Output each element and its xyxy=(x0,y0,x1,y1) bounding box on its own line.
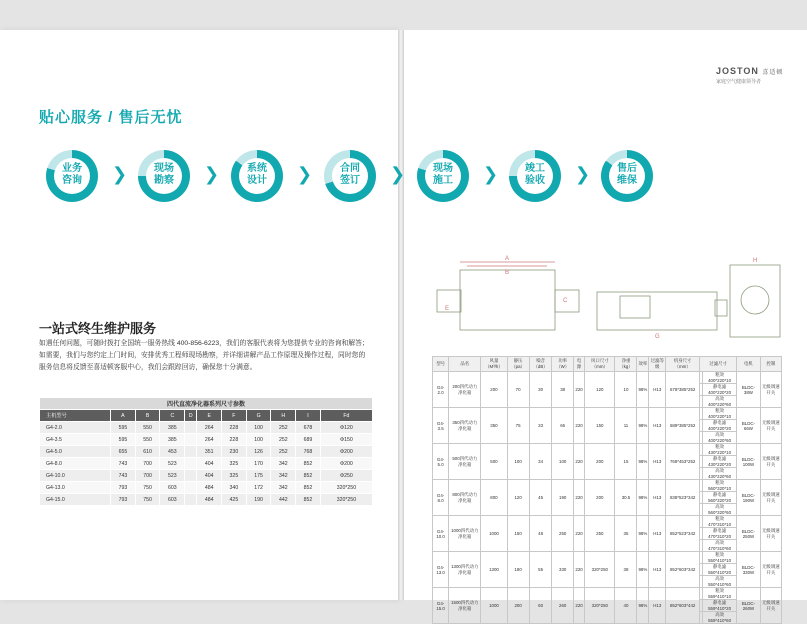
size-table-cell: 603 xyxy=(160,482,185,494)
step-label xyxy=(46,163,98,187)
spec-filter-size: 粗效560*320*10 xyxy=(702,480,736,492)
size-table-cell: 325 xyxy=(222,470,247,482)
spec-table-cell: 98% xyxy=(637,372,649,408)
spec-table-cell: 220 xyxy=(573,444,584,480)
size-table-cell: 230 xyxy=(222,446,247,458)
size-table-cell: 100 xyxy=(246,422,271,434)
spec-table-row xyxy=(433,480,782,492)
spec-table-cell: 150 xyxy=(585,408,615,444)
spec-table-cell: BLDC-190W xyxy=(737,480,760,516)
size-table-cell: 351 xyxy=(197,446,222,458)
unit-drawings xyxy=(425,250,785,342)
spec-filter-size: 高效400*220*60 xyxy=(702,432,736,444)
size-table-cell: 852 xyxy=(296,458,321,470)
step-label-line2: 咨询 xyxy=(62,175,82,186)
step-label-line1: 现场 xyxy=(433,163,453,174)
spec-table-header-cell: 电源 xyxy=(573,357,584,372)
size-table-cell: 340 xyxy=(222,482,247,494)
size-table-cell: G4-3.5 xyxy=(40,434,111,446)
dim-label-b: B xyxy=(505,270,510,276)
maintenance-paragraph: 如遇任何问题，可随时拨打全国统一服务热线 400-856-6223，我们的客服代表将为您提供专业的咨询和解答；如需要，我们与您约定上门时间，安排优秀工程师现场勘察，并详细讲解产品工作原理及操作过程，同时您的服务信息将反馈至喜适顿客服中心，我们会跟踪回访，确保您十分满意。 xyxy=(39,340,369,371)
spec-filter-size: 粗效400*220*10 xyxy=(702,372,736,384)
spec-table-cell: G4-15.0 xyxy=(433,588,449,624)
size-table-cell: 252 xyxy=(271,434,296,446)
spec-table-cell: 98% xyxy=(637,552,649,588)
step-label xyxy=(417,163,469,187)
spec-table-cell: 30.5 xyxy=(615,480,637,516)
spec-table-cell: 100 xyxy=(552,444,573,480)
size-table-cell: 550 xyxy=(135,422,160,434)
spec-table-cell: 320*250 xyxy=(585,552,615,588)
size-table-cell: 595 xyxy=(111,434,136,446)
size-table-cell: 264 xyxy=(197,422,222,434)
size-table-cell: 655 xyxy=(111,446,136,458)
service-step xyxy=(46,150,98,202)
step-label-line2: 勘察 xyxy=(154,175,174,186)
spec-table-cell: 33 xyxy=(529,408,552,444)
spec-table-cell: H13 xyxy=(649,372,666,408)
size-table-cell: 404 xyxy=(197,470,222,482)
spec-table-cell: 无级调速开关 xyxy=(760,372,781,408)
spec-table-cell: 678*385*252 xyxy=(666,372,700,408)
spec-table-cell: 1300 xyxy=(481,552,507,588)
spec-table-header-cell: 功率（W） xyxy=(552,357,573,372)
spec-table-row xyxy=(433,408,782,420)
spec-table-cell: 500四代动力净化箱 xyxy=(449,444,481,480)
size-table-cell: 425 xyxy=(222,494,247,506)
spec-table-cell: H13 xyxy=(649,516,666,552)
size-table-cell: G4-10.0 xyxy=(40,470,111,482)
spec-table-cell: 220 xyxy=(573,372,584,408)
size-table-header-cell: C xyxy=(160,410,185,422)
spec-table-cell: 180 xyxy=(507,552,529,588)
spec-table-cell: 220 xyxy=(573,480,584,516)
spec-filter-size: 静电滤400*220*20 xyxy=(702,384,736,396)
size-table-cell: 228 xyxy=(222,434,247,446)
step-label-line2: 签订 xyxy=(340,175,360,186)
step-label-line1: 系统 xyxy=(247,163,267,174)
spec-filter-size: 静电滤560*320*20 xyxy=(702,492,736,504)
size-table-header-cell: E xyxy=(197,410,222,422)
size-table-cell xyxy=(185,458,197,470)
spec-table-cell: 1000 xyxy=(481,588,507,624)
size-table-cell: 342 xyxy=(271,458,296,470)
spec-table-cell: 98% xyxy=(637,516,649,552)
spec-table-cell: 55 xyxy=(529,552,552,588)
spec-table-cell: 48 xyxy=(529,516,552,552)
size-table-cell: 342 xyxy=(271,470,296,482)
spec-table-cell: 200 xyxy=(507,588,529,624)
size-table-row xyxy=(40,446,373,458)
spec-filter-size: 静电滤400*220*20 xyxy=(702,420,736,432)
spec-filter-size: 粗效559*410*10 xyxy=(702,588,736,600)
spec-table-cell: 98% xyxy=(637,588,649,624)
chevron-right-icon: ❯ xyxy=(297,164,313,185)
spec-table-cell: 100 xyxy=(507,444,529,480)
spec-table-cell: 852*523*342 xyxy=(666,516,700,552)
step-label xyxy=(231,163,283,187)
spec-filter-size: 静电滤470*310*20 xyxy=(702,528,736,540)
service-title: 贴心服务 / 售后无忧 xyxy=(39,109,183,126)
spec-table-row xyxy=(433,552,782,564)
size-table-cell: 385 xyxy=(160,434,185,446)
size-table-cell: 743 xyxy=(111,470,136,482)
spec-table-cell: 98% xyxy=(637,480,649,516)
end-view-port xyxy=(741,286,769,314)
size-table-cell xyxy=(185,434,197,446)
size-table-cell: 595 xyxy=(111,422,136,434)
spec-table-cell: 无级调速开关 xyxy=(760,588,781,624)
spec-table-header-cell: 品名 xyxy=(449,357,481,372)
spec-table-header-cell: 静压（pa） xyxy=(507,357,529,372)
spec-table-cell: 无级调速开关 xyxy=(760,444,781,480)
size-table-cell: 550 xyxy=(135,434,160,446)
spec-table-cell: 260 xyxy=(552,588,573,624)
spec-table-cell: H13 xyxy=(649,552,666,588)
dim-label-a: A xyxy=(505,256,510,262)
spec-table-cell: BLDC-38W xyxy=(737,372,760,408)
size-table-cell: 743 xyxy=(111,458,136,470)
service-step xyxy=(601,150,653,202)
spec-table-cell: 38 xyxy=(552,372,573,408)
size-table-row xyxy=(40,482,373,494)
step-label xyxy=(509,163,561,187)
spec-table-row xyxy=(433,516,782,528)
size-table-header-cell: I xyxy=(296,410,321,422)
spec-table-header-cell: 风口尺寸（mm） xyxy=(585,357,615,372)
dim-label-e: E xyxy=(445,306,450,312)
size-table-header xyxy=(40,410,373,422)
spec-table-header-cell: 净重（kg） xyxy=(615,357,637,372)
spec-table-cell: 200 xyxy=(585,480,615,516)
size-table-cell: 852 xyxy=(296,470,321,482)
dim-label-g: G xyxy=(655,334,660,340)
spec-table-cell: 220 xyxy=(573,516,584,552)
service-step xyxy=(231,150,283,202)
size-table-cell xyxy=(185,494,197,506)
spec-table-row xyxy=(433,588,782,600)
size-table-cell: 750 xyxy=(135,494,160,506)
spec-table-cell: 838*523*342 xyxy=(666,480,700,516)
spec-table-cell: 1500四代动力净化箱 xyxy=(449,588,481,624)
spec-table-cell: 30 xyxy=(529,372,552,408)
brand-tagline: 家庭空气健康领导者 xyxy=(716,79,762,85)
size-table-cell: Φ200 xyxy=(320,446,372,458)
size-table-header-cell: H xyxy=(271,410,296,422)
spec-table-cell: 11 xyxy=(615,408,637,444)
dim-label-c: C xyxy=(563,298,568,304)
step-label-line1: 现场 xyxy=(154,163,174,174)
size-table-cell xyxy=(185,446,197,458)
size-table-cell: G4-5.0 xyxy=(40,446,111,458)
size-table-cell: 700 xyxy=(135,458,160,470)
spec-table-cell: 800四代动力净化箱 xyxy=(449,480,481,516)
spec-table-cell: 200四代动力净化箱 xyxy=(449,372,481,408)
spec-table-cell: 98% xyxy=(637,444,649,480)
maintenance-title: 一站式终生维护服务 xyxy=(39,321,157,336)
size-table-cell: 228 xyxy=(222,422,247,434)
size-table-cell: Φ250 xyxy=(320,470,372,482)
spec-table-cell: BLDC-66W xyxy=(737,408,760,444)
size-table-cell: 170 xyxy=(246,458,271,470)
spec-table-cell: 38 xyxy=(615,552,637,588)
spec-table-header-cell: 机身尺寸（mm） xyxy=(666,357,700,372)
size-table xyxy=(39,397,373,506)
size-table-header-cell: Fd xyxy=(320,410,372,422)
spec-table-cell: 75 xyxy=(507,408,529,444)
size-table-cell: Φ120 xyxy=(320,422,372,434)
spec-table-cell: 220 xyxy=(573,552,584,588)
size-table-cell: 453 xyxy=(160,446,185,458)
spec-table-header-cell: 风量（M³/h） xyxy=(481,357,507,372)
spec-table-cell: 98% xyxy=(637,408,649,444)
spec-table-cell: 无级调速开关 xyxy=(760,408,781,444)
spec-filter-size: 粗效470*310*10 xyxy=(702,516,736,528)
spec-table-header xyxy=(433,357,782,372)
size-table-cell: 852 xyxy=(296,494,321,506)
size-table-cell: 100 xyxy=(246,434,271,446)
brand-logo xyxy=(716,66,783,76)
service-step xyxy=(509,150,561,202)
step-label-line1: 业务 xyxy=(62,163,82,174)
size-table-cell: 385 xyxy=(160,422,185,434)
spec-table-cell: H13 xyxy=(649,588,666,624)
size-table-cell: 689 xyxy=(296,434,321,446)
spec-table-cell: 190 xyxy=(552,480,573,516)
size-table-cell xyxy=(185,470,197,482)
step-label-line1: 售后 xyxy=(617,163,637,174)
spec-table-cell: G4-5.0 xyxy=(433,444,449,480)
top-view-body xyxy=(460,270,555,330)
spec-filter-size: 高效470*310*60 xyxy=(702,540,736,552)
spec-table-cell: 120 xyxy=(507,480,529,516)
spec-table-cell: 250 xyxy=(552,516,573,552)
spec-table-header-cell: 型号 xyxy=(433,357,449,372)
size-table-cell: 252 xyxy=(271,422,296,434)
spec-filter-size: 静电滤550*410*20 xyxy=(702,564,736,576)
spec-table-cell: 500 xyxy=(481,444,507,480)
size-table-cell: 442 xyxy=(271,494,296,506)
size-table-cell: G4-8.0 xyxy=(40,458,111,470)
size-table-cell: 852 xyxy=(296,482,321,494)
spec-table-cell: 40 xyxy=(615,588,637,624)
spec-table-cell: 10 xyxy=(615,372,637,408)
spec-table-cell: G4-10.0 xyxy=(433,516,449,552)
size-table-header-cell: F xyxy=(222,410,247,422)
service-step xyxy=(138,150,190,202)
spec-table-cell: BLDC-250W xyxy=(737,516,760,552)
spec-table xyxy=(432,356,782,624)
spec-filter-size: 高效560*320*60 xyxy=(702,504,736,516)
size-table-cell: 484 xyxy=(197,494,222,506)
spec-table-cell: G4-13.0 xyxy=(433,552,449,588)
spec-filter-size: 高效550*410*60 xyxy=(702,576,736,588)
spec-table-cell: BLDC-100W xyxy=(737,444,760,480)
dim-label-h: H xyxy=(753,258,758,264)
spec-table-cell: 852*603*442 xyxy=(666,588,700,624)
spec-table-cell: 35 xyxy=(615,516,637,552)
chevron-right-icon: ❯ xyxy=(112,164,128,185)
step-label-line2: 验收 xyxy=(525,175,545,186)
spec-table-cell: 200 xyxy=(481,372,507,408)
spec-table-cell: 200 xyxy=(585,444,615,480)
size-table-cell: 252 xyxy=(271,446,296,458)
spec-filter-size: 高效430*220*60 xyxy=(702,468,736,480)
spec-table-cell: 852*603*342 xyxy=(666,552,700,588)
spec-table-cell: 320*250 xyxy=(585,588,615,624)
spec-table-cell: 220 xyxy=(573,408,584,444)
step-label xyxy=(324,163,376,187)
spec-table-cell: 220 xyxy=(573,588,584,624)
spec-table-row xyxy=(433,444,782,456)
chevron-right-icon: ❯ xyxy=(575,164,591,185)
side-view-panel xyxy=(620,296,650,318)
spec-table-cell: 70 xyxy=(507,372,529,408)
size-table-header-cell: A xyxy=(111,410,136,422)
spec-filter-size: 高效559*410*60 xyxy=(702,612,736,624)
spec-table-header-cell: 过滤等级 xyxy=(649,357,666,372)
spec-table-cell: 120 xyxy=(585,372,615,408)
size-table-cell: 404 xyxy=(197,458,222,470)
step-label-line2: 维保 xyxy=(617,175,637,186)
size-table-cell: 126 xyxy=(246,446,271,458)
spec-filter-size: 粗效550*410*10 xyxy=(702,552,736,564)
size-table-cell xyxy=(185,482,197,494)
size-table-row xyxy=(40,494,373,506)
size-table-cell: 700 xyxy=(135,470,160,482)
size-table-cell: Φ200 xyxy=(320,458,372,470)
spec-table-cell: 1000四代动力净化箱 xyxy=(449,516,481,552)
size-table-cell: 484 xyxy=(197,482,222,494)
step-label-line1: 竣工 xyxy=(525,163,545,174)
spec-table-cell: 150 xyxy=(507,516,529,552)
size-table-cell xyxy=(185,422,197,434)
service-step xyxy=(324,150,376,202)
spec-table-header-cell: 效率 xyxy=(637,357,649,372)
spec-table-cell: 无级调速开关 xyxy=(760,480,781,516)
size-table-header-cell: G xyxy=(246,410,271,422)
spec-table-cell: H13 xyxy=(649,480,666,516)
size-table-header-cell: B xyxy=(135,410,160,422)
spec-table-cell: H13 xyxy=(649,408,666,444)
size-table-header-cell: 主机型号 xyxy=(40,410,111,422)
spec-filter-size: 粗效430*220*10 xyxy=(702,444,736,456)
spec-table-row xyxy=(433,372,782,384)
size-table-cell: 190 xyxy=(246,494,271,506)
size-table-cell: 603 xyxy=(160,494,185,506)
spec-table-cell: H13 xyxy=(649,444,666,480)
spec-filter-size: 高效400*220*60 xyxy=(702,396,736,408)
spec-table-cell: 350 xyxy=(481,408,507,444)
spec-table-cell: 66 xyxy=(552,408,573,444)
spec-table-cell: 34 xyxy=(529,444,552,480)
size-table-row xyxy=(40,422,373,434)
step-label-line2: 设计 xyxy=(247,175,267,186)
size-table-cell: 793 xyxy=(111,482,136,494)
spec-table-cell: 768*453*252 xyxy=(666,444,700,480)
service-step xyxy=(417,150,469,202)
spec-table-cell: 1000 xyxy=(481,516,507,552)
size-table-cell: 175 xyxy=(246,470,271,482)
size-table-cell: 610 xyxy=(135,446,160,458)
size-table-cell: 320*250 xyxy=(320,494,372,506)
step-label-line1: 合同 xyxy=(340,163,360,174)
spec-table-cell: BLDC-260W xyxy=(737,588,760,624)
brand-name: JOSTON xyxy=(716,66,759,76)
spec-table-cell: G4-3.5 xyxy=(433,408,449,444)
spec-table-cell: 330 xyxy=(552,552,573,588)
size-table-cell: 320*250 xyxy=(320,482,372,494)
size-table-cell: 523 xyxy=(160,470,185,482)
chevron-right-icon: ❯ xyxy=(390,164,406,185)
spec-table-cell: 无级调速开关 xyxy=(760,516,781,552)
size-table-cell: G4-2.0 xyxy=(40,422,111,434)
spec-table-cell: 60 xyxy=(529,588,552,624)
spec-table-cell: 800 xyxy=(481,480,507,516)
size-table-cell: 172 xyxy=(246,482,271,494)
side-view-body xyxy=(597,292,717,330)
spec-filter-size: 静电滤430*220*20 xyxy=(702,456,736,468)
spec-table-cell: G4-2.0 xyxy=(433,372,449,408)
spec-table-cell: 45 xyxy=(529,480,552,516)
spec-table-header-cell: 过滤尺寸 xyxy=(699,357,736,372)
spec-table-cell: 689*385*252 xyxy=(666,408,700,444)
spec-filter-size: 静电滤559*410*20 xyxy=(702,600,736,612)
size-table-cell: 678 xyxy=(296,422,321,434)
size-table-row xyxy=(40,434,373,446)
size-table-cell: 264 xyxy=(197,434,222,446)
size-table-header-cell: D xyxy=(185,410,197,422)
size-table-cell: 523 xyxy=(160,458,185,470)
size-table-row xyxy=(40,470,373,482)
size-table-caption: 四代直流净化器系列尺寸参数 xyxy=(40,398,373,410)
spec-table-cell: G4-8.0 xyxy=(433,480,449,516)
size-table-row xyxy=(40,458,373,470)
spec-table-header-cell: 控制 xyxy=(760,357,781,372)
spec-table-cell: 350四代动力净化箱 xyxy=(449,408,481,444)
step-label xyxy=(138,163,190,187)
size-table-cell: 342 xyxy=(271,482,296,494)
spec-table-cell: 250 xyxy=(585,516,615,552)
end-view-body xyxy=(730,265,780,337)
spec-table-cell: 1300四代动力净化箱 xyxy=(449,552,481,588)
size-table-cell: G4-13.0 xyxy=(40,482,111,494)
spec-filter-size: 粗效400*220*10 xyxy=(702,408,736,420)
spec-table-header-cell: 噪音（dB） xyxy=(529,357,552,372)
step-label xyxy=(601,163,653,187)
chevron-right-icon: ❯ xyxy=(483,164,499,185)
size-table-cell: 768 xyxy=(296,446,321,458)
size-table-cell: 750 xyxy=(135,482,160,494)
size-table-cell: Φ150 xyxy=(320,434,372,446)
chevron-right-icon: ❯ xyxy=(204,164,220,185)
size-table-cell: G4-15.0 xyxy=(40,494,111,506)
spec-table-header-cell: 电机 xyxy=(737,357,760,372)
size-table-cell: 325 xyxy=(222,458,247,470)
spec-table-cell: 无级调速开关 xyxy=(760,552,781,588)
spec-table-cell: BLDC-330W xyxy=(737,552,760,588)
step-label-line2: 施工 xyxy=(433,175,453,186)
brand-cn: 喜适顿 xyxy=(762,70,784,76)
size-table-cell: 793 xyxy=(111,494,136,506)
spec-table-cell: 15 xyxy=(615,444,637,480)
